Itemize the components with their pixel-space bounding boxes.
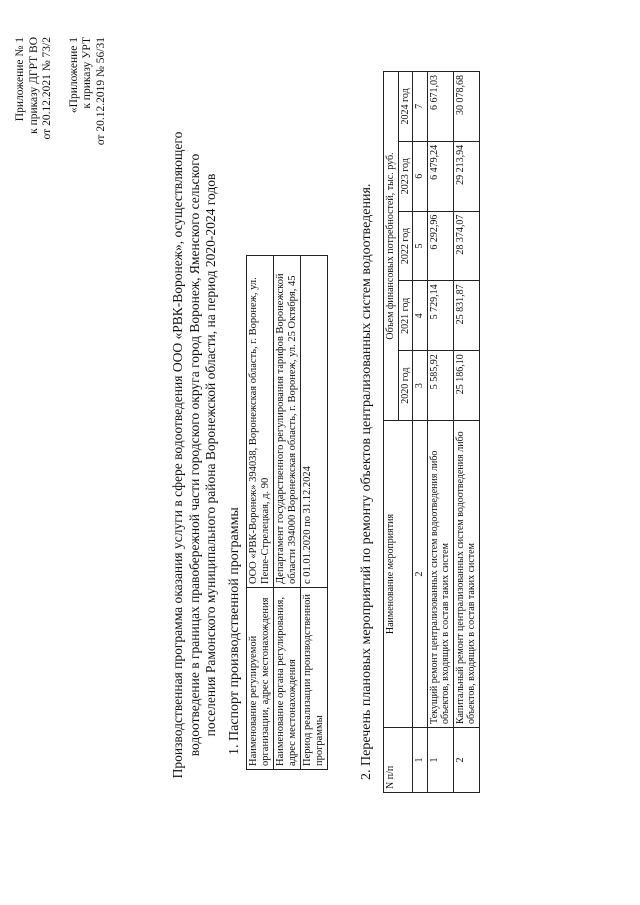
passport-label: Период реализации производственной программы: [301, 588, 328, 770]
header-line: Приложение № 1: [14, 37, 26, 122]
row-value: 6 292,96: [427, 211, 453, 281]
row-name: Капитальный ремонт централизованных систем водоотведения либо объектов, входящих в состав таких систем: [453, 421, 479, 728]
year-header: 2023 год: [398, 141, 413, 211]
title-line: поселения Рамонского муниципального района Воронежской области, на период 2020-2024 годов: [203, 173, 218, 737]
header-line: от 20.12.2019 № 56/31: [94, 37, 107, 146]
row-num: 1: [427, 728, 453, 793]
document-title: [170, 25, 220, 885]
header-line: от 20.12.2021 № 73/2: [41, 37, 53, 140]
passport-row: [274, 256, 301, 770]
index-row: [413, 72, 428, 793]
row-value: 5 729,14: [427, 281, 453, 351]
row-value: 5 585,92: [427, 351, 453, 421]
row-value: 25 831,87: [453, 281, 479, 351]
header-line: «Приложение 1: [67, 37, 80, 114]
header-row: [384, 72, 399, 793]
index-cell: 1: [413, 728, 428, 793]
passport-value: Департамент государственного регулирования тарифов Воронежской области 394000 Воронежская область, г. Воронеж, ул. 25 Октября, 45: [274, 256, 301, 588]
year-header: 2020 год: [398, 351, 413, 421]
order-header: [14, 37, 108, 265]
row-value: 6 479,24: [427, 141, 453, 211]
year-header: 2024 год: [398, 72, 413, 142]
section2-heading: 2. Перечень плановых мероприятий по ремонту объектов централизованных систем водоотведения.: [359, 183, 374, 780]
row-value: 25 186,10: [453, 351, 479, 421]
row-name: Текущий ремонт централизованных систем водоотведения либо объектов, входящих в состав таких систем: [427, 421, 453, 728]
row-num: 2: [453, 728, 479, 793]
col-name-header: Наименование мероприятия: [384, 421, 413, 728]
passport-row: [247, 256, 274, 770]
row-value: 28 374,07: [453, 211, 479, 281]
table-row: [427, 72, 453, 793]
passport-value: с 01.01.2020 по 31.12.2024: [301, 256, 328, 588]
row-value: 6 671,03: [427, 72, 453, 142]
index-cell: 3: [413, 351, 428, 421]
year-header: 2022 год: [398, 211, 413, 281]
col-amount-header: Объем финансовых потребностей, тыс. руб.: [384, 72, 399, 421]
header-line: к приказу ДГРТ ВО: [27, 37, 40, 134]
section1-heading: 1. Паспорт производственной программы: [227, 507, 242, 755]
passport-row: [301, 256, 328, 770]
passport-value: ООО «РВК-Воронеж» 394038, Воронежская область, г. Воронеж, ул. Пеше-Стрелецкая, д. 90: [247, 256, 274, 588]
index-cell: 2: [413, 421, 428, 728]
row-value: 29 213,94: [453, 141, 479, 211]
repairs-table: [383, 71, 480, 793]
index-cell: 7: [413, 72, 428, 142]
year-header: 2021 год: [398, 281, 413, 351]
header-line: к приказу УРТ: [81, 37, 93, 109]
table-row: [453, 72, 479, 793]
title-line: водоотведение в границах правобережной части городского округа город Воронеж, Яменского сельского: [186, 153, 202, 757]
passport-label: Наименование органа регулирования, адрес местонахождения: [274, 588, 301, 770]
index-cell: 6: [413, 141, 428, 211]
passport-label: Наименование регулируемой организации, адрес местонахождения: [247, 588, 274, 770]
index-cell: 5: [413, 211, 428, 281]
col-num-header: N п/п: [384, 728, 413, 793]
passport-table: [246, 255, 328, 770]
title-line: Производственная программа оказания услуги в сфере водоотведения ООО «РВК-Воронеж», осуществляющего: [170, 131, 185, 779]
index-cell: 4: [413, 281, 428, 351]
row-value: 30 078,68: [453, 72, 479, 142]
